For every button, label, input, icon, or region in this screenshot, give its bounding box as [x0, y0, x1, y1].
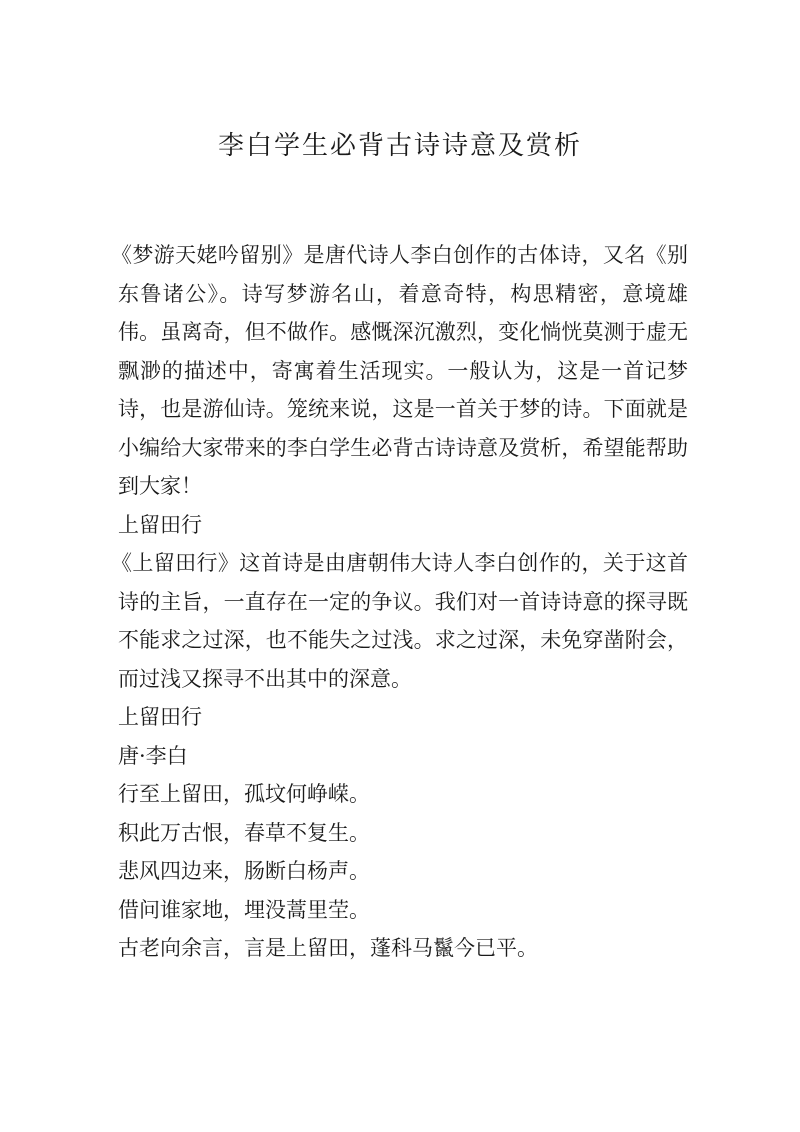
document-body [111, 236, 688, 968]
poem-line: 积此万古恨，春草不复生。 [118, 820, 370, 845]
page-title: 李白学生必背古诗诗意及赏析 [217, 131, 582, 161]
section-heading: 上留田行 [118, 512, 202, 537]
poem-line: 悲风四边来，肠断白杨声。 [118, 859, 370, 883]
poem-line: 行至上留田，孤坟何峥嵘。 [118, 782, 370, 806]
poem-line: 借问谁家地，埋没蒿里茔。 [118, 897, 370, 922]
poem-author: 唐·李白 [118, 743, 188, 768]
intro-paragraph: 《梦游天姥吟留别》是唐代诗人李白创作的古体诗，又名《别东鲁诸公》。诗写梦游名山，着意奇特，构思精密，意境雄伟。虽离奇，但不做作。感慨深沉激烈，变化惝恍莫测于虚无飘渺的描述中，寄寓着生活现实。一般认为，这是一首记梦诗，也是游仙诗。笼统来说，这是一首关于梦的诗。下面就是小编给大家带来的李白学生必背古诗诗意及赏析，希望能帮助到大家！ [111, 243, 688, 498]
poem-line: 古老向余言，言是上留田，蓬科马鬣今已平。 [118, 936, 538, 960]
poem-title: 上留田行 [118, 705, 202, 729]
section-paragraph: 《上留田行》这首诗是由唐朝伟大诗人李白创作的，关于这首诗的主旨，一直存在一定的争议。我们对一首诗诗意的探寻既不能求之过深，也不能失之过浅。求之过深，未免穿凿附会，而过浅又探寻不出其中的深意。 [111, 551, 688, 691]
